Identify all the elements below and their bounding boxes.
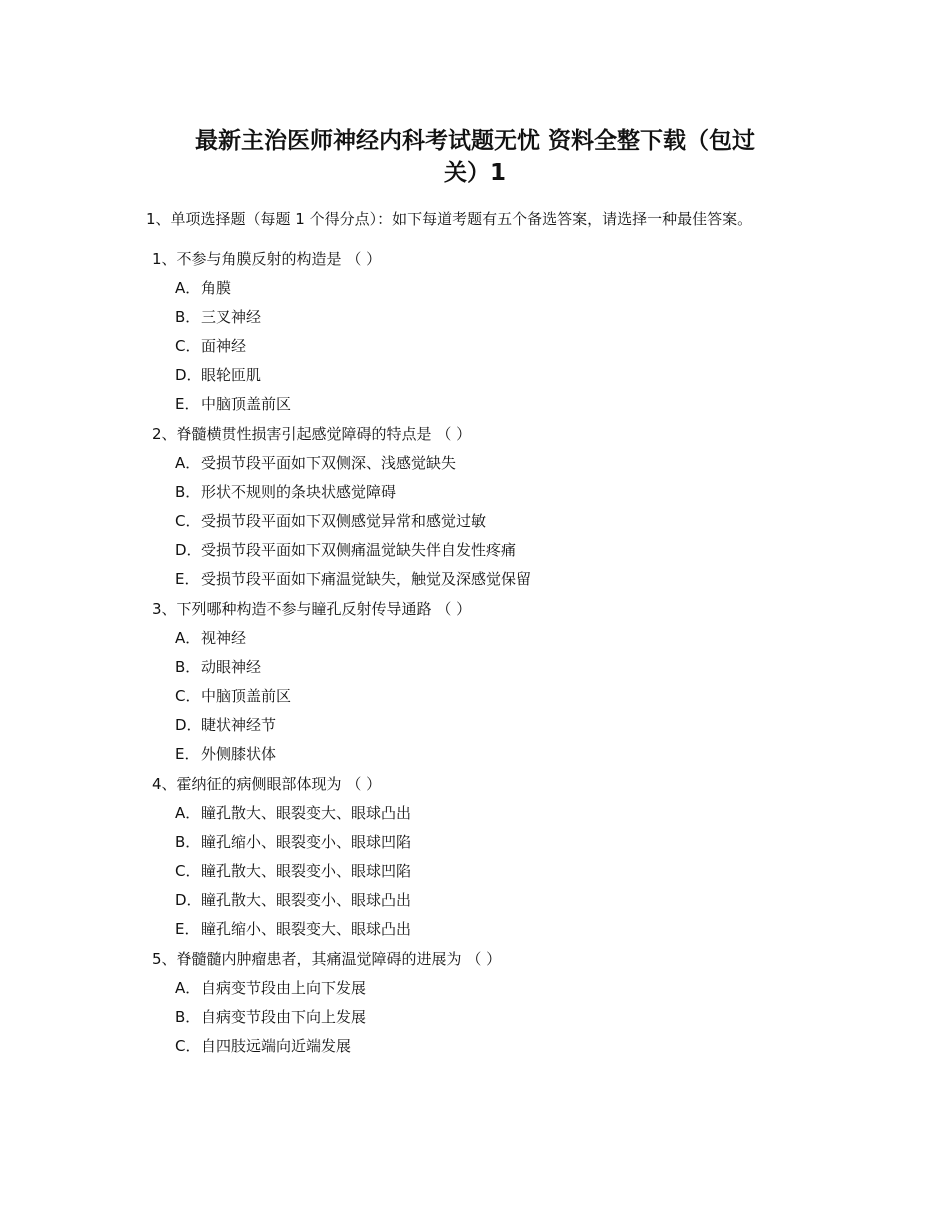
option-text: 面神经 [201,337,247,355]
option-text: 中脑顶盖前区 [201,687,292,705]
question-stem: 1、不参与角膜反射的构造是 （ ） [152,250,382,268]
option-letter: E． [175,745,200,763]
option-text: 受损节段平面如下双侧深、浅感觉缺失 [201,454,457,472]
answer-option [0,886,950,915]
option-letter: E． [175,395,200,413]
question-block [0,420,950,594]
option-text: 眼轮匝肌 [201,366,262,384]
question-stem: 4、霍纳征的病侧眼部体现为 （ ） [152,775,382,793]
option-text: 受损节段平面如下双侧痛温觉缺失伴自发性疼痛 [201,541,517,559]
option-letter: A． [175,279,201,297]
option-letter: B． [175,833,201,851]
option-letter: C． [175,337,201,355]
question-block [0,770,950,944]
answer-option [0,565,950,594]
answer-option [0,1032,950,1061]
option-text: 形状不规则的条块状感觉障碍 [201,483,397,501]
option-text: 三叉神经 [201,308,262,326]
option-text: 角膜 [201,279,232,297]
answer-option [0,361,950,390]
answer-option [0,478,950,507]
option-text: 动眼神经 [201,658,262,676]
option-letter: A． [175,979,201,997]
option-text: 瞳孔散大、眼裂变小、眼球凹陷 [201,862,412,880]
answer-option [0,653,950,682]
answer-option [0,507,950,536]
option-letter: A． [175,454,201,472]
answer-option [0,303,950,332]
answer-option [0,857,950,886]
option-text: 受损节段平面如下痛温觉缺失，触觉及深感觉保留 [201,570,532,588]
document-title-line-2: 关）1 [443,160,506,186]
option-text: 自病变节段由下向上发展 [201,1008,367,1026]
option-letter: B． [175,483,201,501]
document-title-line-1: 最新主治医师神经内科考试题无忧 资料全整下载（包过 [194,128,755,154]
option-letter: C． [175,862,201,880]
answer-option [0,974,950,1003]
option-letter: D． [175,541,202,559]
option-letter: B． [175,308,201,326]
answer-option [0,711,950,740]
question-stem: 2、脊髓横贯性损害引起感觉障碍的特点是 （ ） [152,425,472,443]
option-letter: D． [175,366,202,384]
question-stem: 5、脊髓髓内肿瘤患者，其痛温觉障碍的进展为 （ ） [152,950,502,968]
answer-option [0,332,950,361]
option-letter: B． [175,1008,201,1026]
option-text: 瞳孔缩小、眼裂变大、眼球凸出 [201,920,412,938]
answer-option [0,682,950,711]
option-letter: B． [175,658,201,676]
option-letter: C． [175,1037,201,1055]
option-text: 中脑顶盖前区 [201,395,292,413]
answer-option [0,740,950,769]
option-text: 自四肢远端向近端发展 [201,1037,352,1055]
answer-option [0,1003,950,1032]
question-stem: 3、下列哪种构造不参与瞳孔反射传导通路 （ ） [152,600,472,618]
option-letter: D． [175,716,202,734]
option-letter: A． [175,629,201,647]
option-text: 瞳孔散大、眼裂变小、眼球凸出 [201,891,412,909]
answer-option [0,624,950,653]
option-text: 受损节段平面如下双侧感觉异常和感觉过敏 [201,512,487,530]
answer-option [0,915,950,944]
answer-option [0,536,950,565]
question-list [0,245,950,1062]
option-letter: A． [175,804,201,822]
question-block [0,945,950,1061]
option-letter: E． [175,920,200,938]
option-text: 自病变节段由上向下发展 [201,979,367,997]
option-letter: C． [175,512,201,530]
option-letter: C． [175,687,201,705]
option-text: 视神经 [201,629,247,647]
option-text: 瞳孔缩小、眼裂变小、眼球凹陷 [201,833,412,851]
document-title [150,125,800,189]
section-intro: 1、单项选择题（每题 1 个得分点）：如下每道考题有五个备选答案，请选择一种最佳答案。 [146,210,753,228]
option-letter: D． [175,891,202,909]
answer-option [0,390,950,419]
option-letter: E． [175,570,200,588]
question-block [0,245,950,419]
answer-option [0,449,950,478]
answer-option [0,274,950,303]
option-text: 瞳孔散大、眼裂变大、眼球凸出 [201,804,412,822]
option-text: 睫状神经节 [201,716,277,734]
answer-option [0,799,950,828]
answer-option [0,828,950,857]
option-text: 外侧膝状体 [201,745,277,763]
question-block [0,595,950,769]
